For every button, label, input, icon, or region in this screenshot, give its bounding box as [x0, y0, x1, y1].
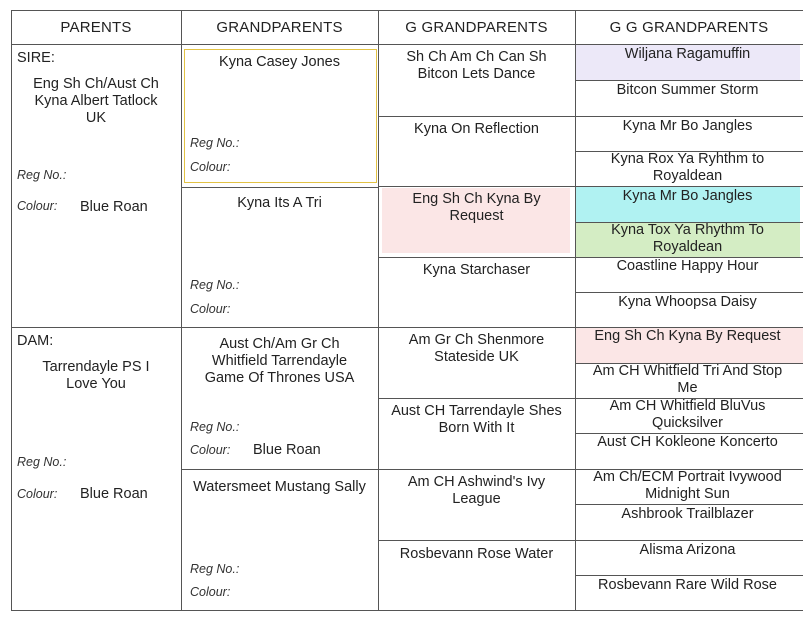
gg-grandparent-cell [575, 540, 800, 575]
dam-reg-label: Reg No.: [17, 455, 67, 469]
gg-grandparent-cell [575, 222, 800, 257]
grandparent-reg-label: Reg No.: [190, 420, 240, 434]
gg-grandparent-name: Kyna Rox Ya Ryhthm to Royaldean [610, 151, 765, 184]
gg-grandparent-cell [575, 292, 800, 327]
g-grandparent-cell [378, 398, 575, 469]
grandparent-reg-label: Reg No.: [190, 278, 240, 292]
g-grandparent-name: Kyna Starchaser [422, 262, 531, 278]
gg-grandparent-name: Wiljana Ragamuffin [624, 46, 751, 62]
gg-grandparent-name: Kyna Mr Bo Jangles [622, 118, 753, 134]
grandparent-colour-label: Colour: [190, 160, 231, 174]
dam-colour: Blue Roan [80, 486, 148, 502]
gg-grandparent-cell [575, 433, 800, 469]
gg-grandparent-name: Eng Sh Ch Kyna By Request [594, 328, 781, 344]
g-grandparent-name: Kyna On Reflection [414, 121, 539, 137]
gg-grandparent-cell [575, 363, 800, 398]
header-grandparents: GRANDPARENTS [216, 18, 343, 36]
grandparent-colour-label: Colour: [190, 443, 231, 457]
sire-colour: Blue Roan [80, 199, 148, 215]
gg-grandparent-name: Kyna Whoopsa Daisy [618, 294, 757, 310]
grandparent-colour-label: Colour: [190, 302, 231, 316]
gg-grandparent-cell [575, 327, 800, 363]
g-grandparent-name: Am CH Ashwind's Ivy League [407, 474, 546, 507]
grandparent-name: Kyna Its A Tri [237, 195, 322, 211]
g-grandparent-cell [378, 540, 575, 610]
gg-grandparent-name: Rosbevann Rare Wild Rose [598, 577, 777, 593]
dam-cell [11, 327, 181, 610]
gg-grandparent-name: Am Ch/ECM Portrait Ivywood Midnight Sun [593, 469, 782, 502]
gg-grandparent-name: Ashbrook Trailblazer [621, 506, 754, 522]
header-parents: PARENTS [60, 18, 132, 36]
grandparent-cell [181, 187, 378, 327]
dam-title: DAM: [17, 333, 54, 349]
gg-grandparent-cell [575, 44, 800, 80]
gg-grandparent-cell [575, 116, 800, 151]
grandparent-cell [181, 44, 378, 187]
gg-grandparent-name: Alisma Arizona [639, 542, 736, 558]
grandparent-cell [181, 327, 378, 469]
sire-title: SIRE: [17, 50, 55, 66]
grandparent-colour-label: Colour: [190, 585, 231, 599]
header-gg-grandparents: G G GRANDPARENTS [609, 18, 769, 36]
gg-grandparent-cell [575, 469, 800, 504]
sire-colour-label: Colour: [17, 199, 58, 213]
gg-grandparent-cell [575, 398, 800, 433]
grandparent-colour: Blue Roan [253, 442, 321, 458]
gg-grandparent-name: Am CH Whitfield Tri And Stop Me [592, 363, 783, 396]
gg-grandparent-name: Kyna Mr Bo Jangles [622, 188, 753, 204]
g-grandparent-name: Eng Sh Ch Kyna By Request [412, 191, 541, 224]
sire-reg-label: Reg No.: [17, 168, 67, 182]
gg-grandparent-name: Am CH Whitfield BluVus Quicksilver [609, 398, 766, 431]
grandparent-cell [181, 469, 378, 610]
g-grandparent-cell [378, 327, 575, 398]
gg-grandparent-cell [575, 80, 800, 116]
g-grandparent-name: Aust CH Tarrendayle Shes Born With It [391, 403, 562, 436]
gg-grandparent-name: Kyna Tox Ya Rhythm To Royaldean [611, 222, 764, 255]
gg-grandparent-cell [575, 504, 800, 540]
grandparent-name: Watersmeet Mustang Sally [193, 479, 366, 495]
g-grandparent-name: Rosbevann Rose Water [399, 546, 554, 562]
grandparent-reg-label: Reg No.: [190, 136, 240, 150]
gg-grandparent-cell [575, 575, 800, 610]
dam-colour-label: Colour: [17, 487, 58, 501]
g-grandparent-cell [378, 116, 575, 186]
g-grandparent-cell [378, 469, 575, 540]
header-g-grandparents: G GRANDPARENTS [405, 18, 548, 36]
g-grandparent-name: Am Gr Ch Shenmore Stateside UK [408, 332, 545, 365]
grandparent-name: Kyna Casey Jones [219, 54, 340, 70]
g-grandparent-cell [378, 44, 575, 116]
gg-grandparent-name: Bitcon Summer Storm [616, 82, 759, 98]
grandparent-reg-label: Reg No.: [190, 562, 240, 576]
g-grandparent-cell [378, 257, 575, 327]
gg-grandparent-cell [575, 151, 800, 186]
grandparent-name: Aust Ch/Am Gr Ch Whitfield Tarrendayle Game Of Thrones USA [204, 336, 355, 386]
gg-grandparent-cell [575, 257, 800, 292]
g-grandparent-cell [378, 186, 575, 257]
gg-grandparent-cell [575, 186, 800, 222]
gg-grandparent-name: Coastline Happy Hour [616, 258, 759, 274]
gg-grandparent-name: Aust CH Kokleone Koncerto [597, 434, 778, 450]
sire-cell [11, 44, 181, 327]
g-grandparent-name: Sh Ch Am Ch Can Sh Bitcon Lets Dance [406, 49, 547, 82]
sire-name: Eng Sh Ch/Aust Ch Kyna Albert Tatlock UK [33, 76, 159, 126]
dam-name: Tarrendayle PS I Love You [42, 359, 150, 392]
